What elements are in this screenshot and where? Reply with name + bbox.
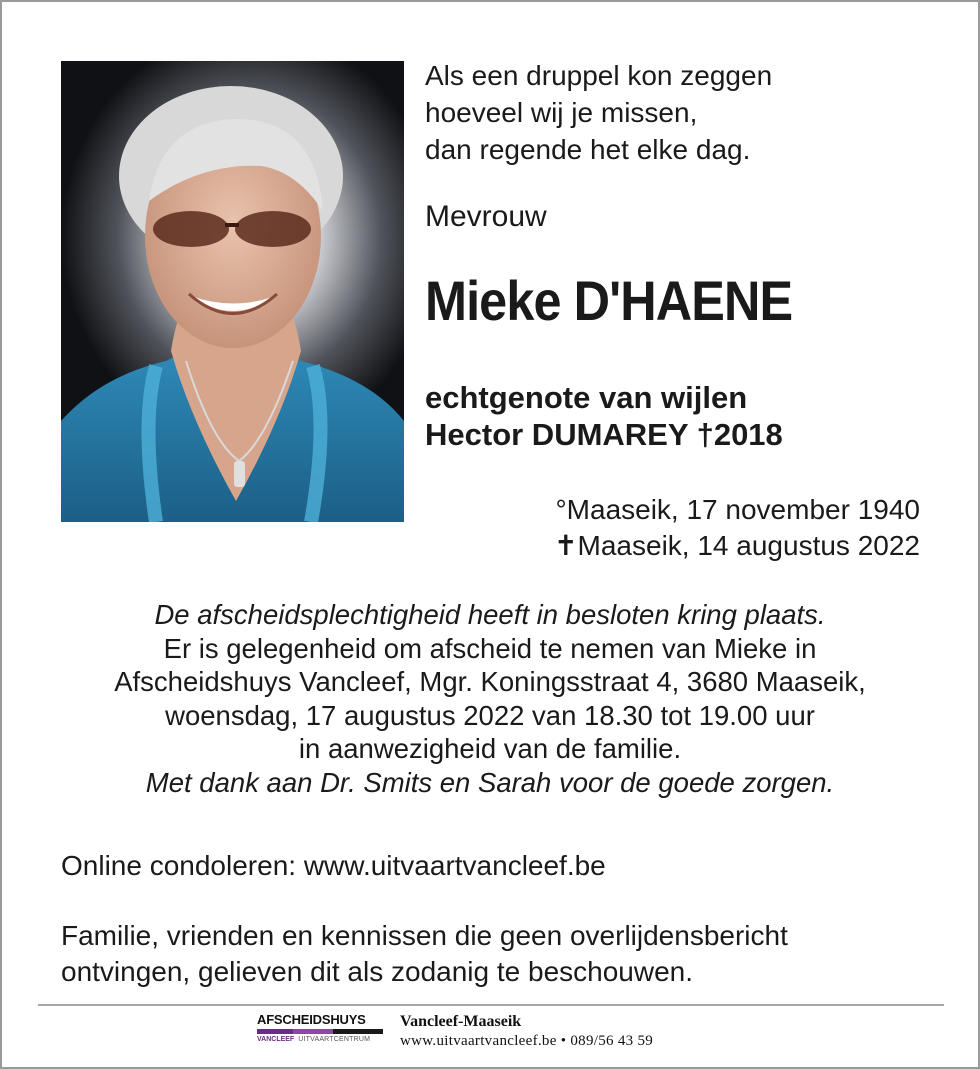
logo-right-text: UITVAARTCENTRUM xyxy=(298,1036,371,1043)
online-condolences[interactable]: Online condoleren: www.uitvaartvancleef.be xyxy=(61,850,606,881)
spouse-line: echtgenote van wijlen xyxy=(425,380,748,415)
deceased-name: Mieke D'HAENE xyxy=(425,269,793,332)
ceremony-line: woensdag, 17 augustus 2022 van 18.30 tot 19.00 uur xyxy=(165,699,815,731)
logo-bar xyxy=(257,1029,383,1034)
portrait-illustration xyxy=(61,61,404,522)
ceremony-line: in aanwezigheid van de familie. xyxy=(298,733,682,764)
spouse-line: Hector DUMAREY †2018 xyxy=(425,417,783,452)
poem-line: Als een druppel kon zeggen xyxy=(425,60,773,91)
poem-line: hoeveel wij je missen, xyxy=(425,97,698,128)
logo-bar-segment xyxy=(257,1029,293,1034)
poem-line: dan regende het elke dag. xyxy=(425,134,751,165)
ceremony-line: De afscheidsplechtigheid heeft in besloten kring plaats. xyxy=(154,599,826,630)
spouse-info xyxy=(425,379,783,453)
family-line: ontvingen, gelieven dit als zodanig te beschouwen. xyxy=(61,956,693,987)
footer-contact xyxy=(400,1012,653,1051)
family-notice xyxy=(61,918,788,990)
honorific: Mevrouw xyxy=(425,200,547,233)
logo-subtitle xyxy=(257,1036,383,1044)
funeral-home-logo xyxy=(257,1012,383,1048)
ceremony-line: Afscheidshuys Vancleef, Mgr. Koningsstraat 4, 3680 Maaseik, xyxy=(114,666,866,697)
logo-left-text: VANCLEEF xyxy=(257,1036,295,1043)
contact-line[interactable]: www.uitvaartvancleef.be • 089/56 43 59 xyxy=(400,1033,654,1049)
portrait-photo xyxy=(61,61,404,522)
ceremony-info xyxy=(2,598,978,799)
death-date: ✝Maaseik, 14 augustus 2022 xyxy=(554,530,920,561)
logo-bar-segment xyxy=(293,1029,333,1034)
logo-title: AFSCHEIDSHUYS xyxy=(257,1012,366,1027)
thanks-line: Met dank aan Dr. Smits en Sarah voor de goede zorgen. xyxy=(145,766,835,798)
life-dates xyxy=(554,492,920,564)
ceremony-line: Er is gelegenheid om afscheid te nemen van Mieke in xyxy=(163,632,817,664)
poem xyxy=(425,57,772,168)
family-line: Familie, vrienden en kennissen die geen overlijdensbericht xyxy=(61,920,788,951)
company-name: Vancleef-Maaseik xyxy=(400,1013,522,1030)
footer-divider xyxy=(38,1004,944,1006)
logo-bar-segment xyxy=(333,1029,383,1034)
birth-date: °Maaseik, 17 november 1940 xyxy=(555,494,920,525)
